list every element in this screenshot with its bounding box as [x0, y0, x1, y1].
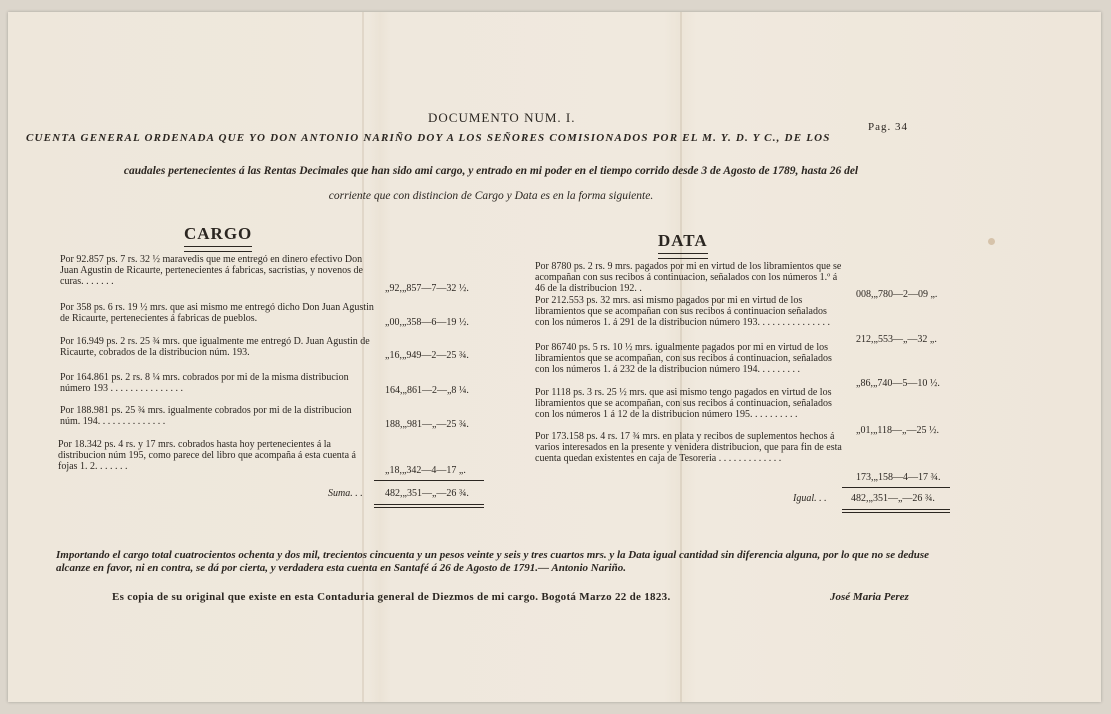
cargo-amount: 188,„981—„—25 ¾. — [385, 419, 469, 430]
data-amount: „01,„118—„—25 ½. — [856, 425, 939, 436]
heading-line-1: CUENTA GENERAL ORDENADA QUE YO DON ANTONIO NARIÑO DOY A LOS SEÑORES COMISIONADOS POR EL M. Y. D. Y C., DE LOS — [26, 132, 831, 144]
data-double-rule — [842, 512, 950, 513]
heading-line-2: caudales pertenecientes á las Rentas Decimales que han sido ami cargo, y entrado en mi poder en el tiempo corrido desde 3 de Agosto de 1789, hasta 26 del — [123, 165, 859, 177]
data-entry: Por 8780 ps. 2 rs. 9 mrs. pagados por mi en virtud de los libramientos que se acompañan con sus recibos á continuacion, señalados con los números 1.º á 46 de la distribucion 192. . — [535, 261, 842, 294]
copy-certification: Es copia de su original que existe en esta Contaduria general de Diezmos de mi cargo. Bogotá Marzo 22 de 1823. — [112, 591, 671, 603]
cargo-sum-rule — [374, 480, 484, 481]
cargo-title — [184, 224, 252, 252]
cargo-entry: Por 164.861 ps. 2 rs. 8 ¼ mrs. cobrados por mi de la misma distribucion número 193 . . . . . . . . . . . . . . . — [60, 372, 349, 394]
data-entry: Por 86740 ps. 5 rs. 10 ½ mrs. igualmente pagados por mi en virtud de los libramientos que se acompañan, con sus recibos á continuacion, señalados con los números 1. á 232 de la distribucion número 194. . . . . . . . . — [535, 342, 832, 375]
cargo-amount: „18,„342—4—17 „. — [385, 465, 466, 476]
data-title — [658, 231, 708, 259]
cargo-sum-amount: 482,„351—„—26 ¾. — [385, 488, 469, 499]
cargo-double-rule — [374, 507, 484, 508]
cargo-title-text: CARGO — [184, 224, 253, 243]
cargo-entry: Por 16.949 ps. 2 rs. 25 ¾ mrs. que igualmente me entregó D. Juan Agustin de Ricaurte, cobrados de la distribucion núm. 193. — [60, 336, 370, 358]
signature-name: José Maria Perez — [830, 591, 909, 603]
document-title: DOCUMENTO NUM. I. — [428, 110, 576, 125]
cargo-amount: „00,„358—6—19 ½. — [385, 317, 469, 328]
data-sum-rule — [842, 487, 950, 488]
cargo-entry: Por 358 ps. 6 rs. 19 ½ mrs. que asi mismo me entregó dicho Don Juan Agustin de Ricaurte, pertenecientes á fabricas de pueblos. — [60, 302, 374, 324]
data-amount: 173,„158—4—17 ¾. — [856, 472, 941, 483]
cargo-entry: Por 188.981 ps. 25 ¾ mrs. igualmente cobrados por mi de la distribucion núm. 194. . . . . . . . . . . . . . — [60, 405, 352, 427]
data-entry: Por 1118 ps. 3 rs. 25 ½ mrs. que asi mismo tengo pagados en virtud de los libramientos que se acompañan, con sus recibos á continuacion, señalados con los números 1 á 12 de la distribucion número 195. . . . . . . . . . — [535, 387, 832, 420]
data-double-rule — [842, 509, 950, 510]
cargo-double-rule — [374, 504, 484, 505]
data-entry: Por 212.553 ps. 32 mrs. asi mismo pagados por mi en virtud de los libramientos que se acompañan con sus recibos á continuacion señalados con los números 1. á 291 de la distribucion número 193. . . . . . . . . . . . . . . — [535, 295, 830, 328]
data-sum-amount: 482,„351—„—26 ¾. — [851, 493, 935, 504]
cargo-entry: Por 18.342 ps. 4 rs. y 17 mrs. cobrados hasta hoy pertenecientes á la distribucion núm 195, como parece del libro que acompaña á esta cuenta á fojas 1. 2. . . . . . . — [58, 439, 356, 472]
closing-note: Importando el cargo total cuatrocientos ochenta y dos mil, trecientos cincuenta y un pesos veinte y seis y tres cuartos mrs. y la Data igual cantidad sin diferencia alguna, por lo que no se deduse alcanze en favor, ni en contra, se dá por cierta, y verdadera esta cuenta en Santafé á 26 de Agosto de 1791.— Antonio Nariño. — [56, 549, 929, 574]
data-amount: 008,„780—2—09 „. — [856, 289, 938, 300]
cargo-amount: 164,„861—2—„8 ¼. — [385, 385, 469, 396]
cargo-title-rule — [184, 246, 252, 252]
data-amount: 212,„553—„—32 „. — [856, 334, 937, 345]
data-entry: Por 173.158 ps. 4 rs. 17 ¾ mrs. en plata y recibos de suplementos hechos á varios interesados en la presente y venidera distribucion, que para fin de esta cuenta quedan existentes en caja de Tesoreria . . . . . . . . . . . . . — [535, 431, 842, 464]
heading-line-3: corriente que con distincion de Cargo y Data es en la forma siguiente. — [328, 190, 654, 202]
data-title-text: DATA — [658, 231, 708, 250]
cargo-amount: „92,„857—7—32 ½. — [385, 283, 469, 294]
data-title-rule — [658, 253, 708, 259]
paper-stain — [988, 238, 995, 245]
page-number: Pag. 34 — [868, 121, 908, 133]
data-amount: „86,„740—5—10 ½. — [856, 378, 940, 389]
cargo-sum-label: Suma. . . — [328, 488, 363, 499]
cargo-amount: „16,„949—2—25 ¾. — [385, 350, 469, 361]
cargo-entry: Por 92.857 ps. 7 rs. 32 ½ maravedis que me entregó en dinero efectivo Don Juan Agustin de Ricaurte, pertenecientes á fabricas, sacristias, y novenos de curas. . . . . . . — [60, 254, 363, 287]
data-sum-label: Igual. . . — [793, 493, 827, 504]
